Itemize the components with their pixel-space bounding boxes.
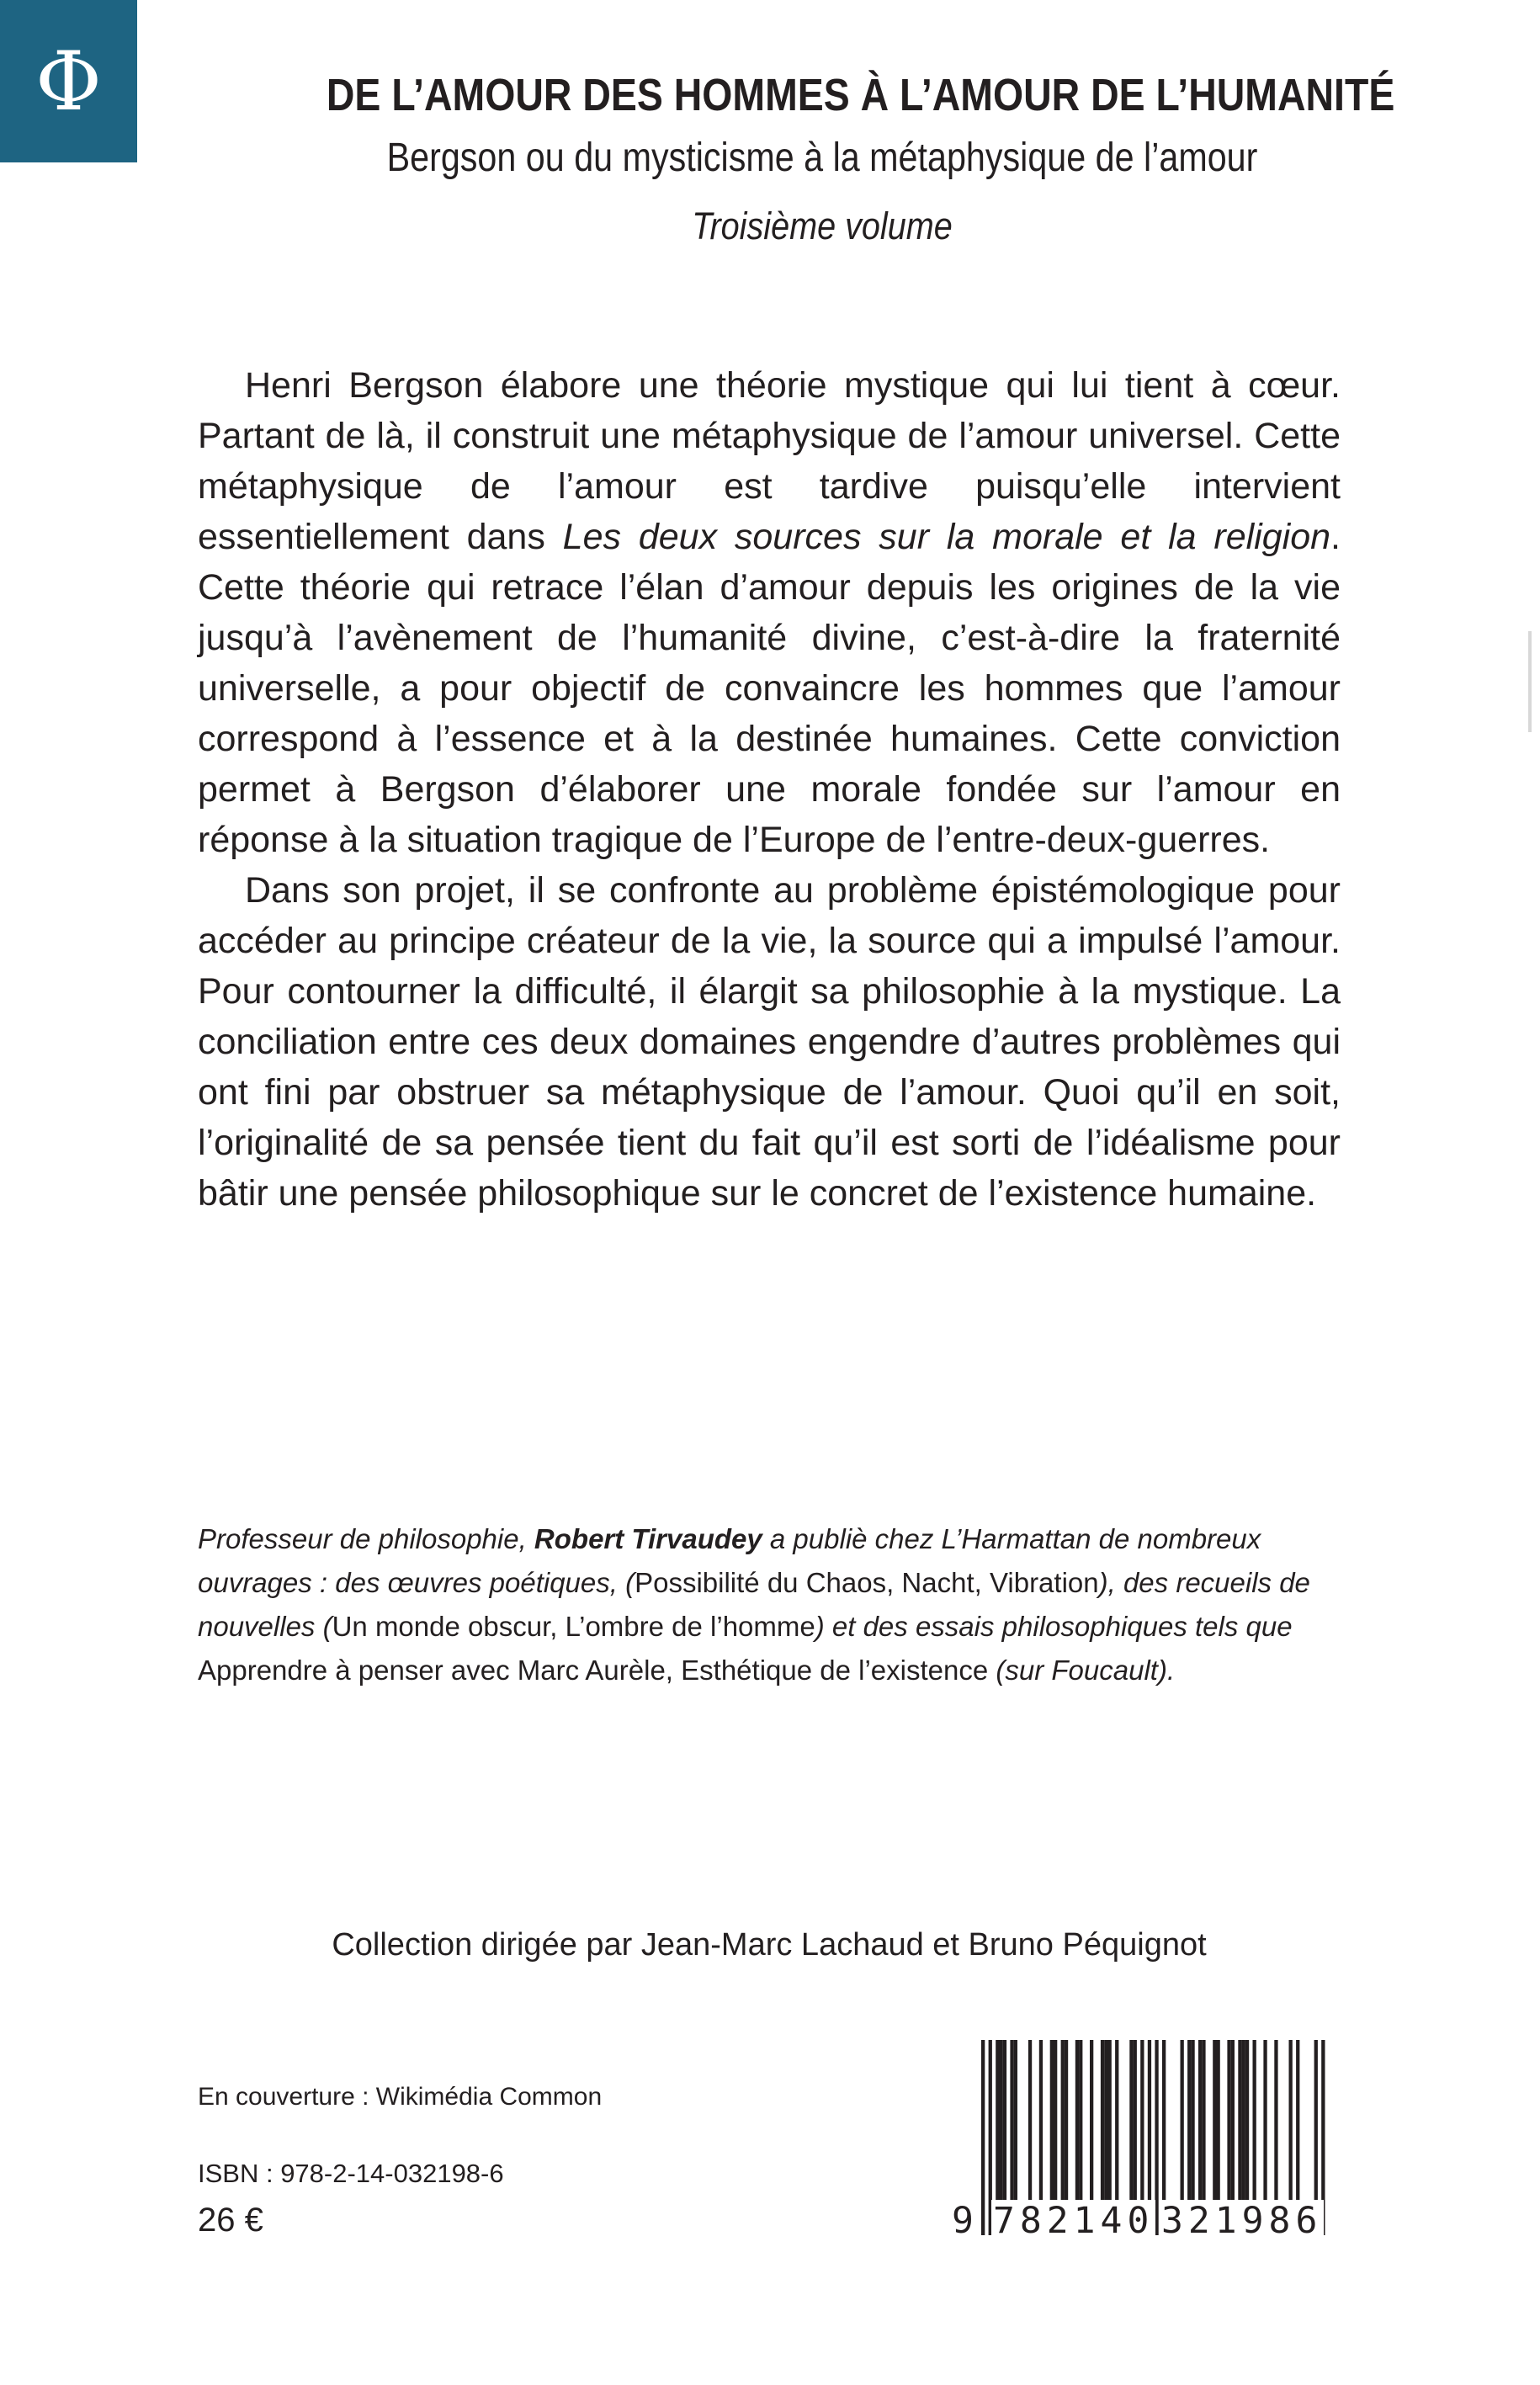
barcode-bar xyxy=(1039,2040,1043,2208)
barcode-group-1: 782140 xyxy=(993,2200,1155,2242)
barcode-bar xyxy=(1191,2040,1194,2208)
barcode-bar xyxy=(1231,2040,1235,2208)
barcode-bar xyxy=(1227,2040,1230,2208)
collection-credit: Collection dirigée par Jean-Marc Lachaud et Bruno Péquignot xyxy=(332,1927,1207,1963)
bio-text: ), des recueils de nouvelles ( xyxy=(198,1567,1310,1642)
barcode-bar xyxy=(1263,2040,1267,2208)
barcode-bar xyxy=(1054,2040,1057,2208)
bio-text: a publiè chez L’Harmattan de nombreux ouvrages : des œuvres poétiques, ( xyxy=(198,1523,1261,1598)
volume-label: Troisième volume xyxy=(692,205,953,247)
barcode xyxy=(948,2040,1343,2246)
barcode-bar xyxy=(1162,2040,1166,2208)
book-subtitle: Bergson ou du mysticisme à la métaphysique de l’amour xyxy=(386,135,1258,180)
barcode-bar xyxy=(1010,2040,1013,2208)
barcode-bar xyxy=(1003,2040,1006,2208)
barcode-bar xyxy=(1108,2040,1112,2208)
barcode-bar xyxy=(1238,2040,1241,2208)
barcode-bar xyxy=(1028,2040,1032,2208)
barcode-bar xyxy=(1198,2040,1202,2208)
barcode-bar xyxy=(1245,2040,1249,2208)
barcode-bar xyxy=(1104,2040,1107,2208)
barcode-bar xyxy=(1217,2040,1220,2208)
price: 26 € xyxy=(198,2202,263,2239)
barcode-bar xyxy=(1202,2040,1205,2208)
publisher-logo xyxy=(0,0,137,162)
barcode-first-digit: 9 xyxy=(952,2200,979,2242)
barcode-bar xyxy=(1289,2040,1293,2208)
barcode-bar xyxy=(1115,2040,1118,2208)
barcode-bar xyxy=(1134,2040,1137,2208)
bio-work-titles: Apprendre à penser avec Marc Aurèle, Esthétique de l’existence xyxy=(198,1655,989,1686)
barcode-bar xyxy=(1061,2040,1065,2208)
barcode-bar xyxy=(1065,2040,1068,2208)
barcode-bar xyxy=(1296,2040,1299,2208)
bio-text: ) et des essais philosophiques tels que xyxy=(815,1611,1293,1642)
summary-text: Henri Bergson élabore une théorie mystique qui lui tient à cœur. Partant de là, il construit une métaphysique de l’amour universel. Cette métaphysique de l’amour est tardive puisqu’elle intervient essentiellement dans xyxy=(198,365,1341,557)
barcode-bar xyxy=(1213,2040,1216,2208)
barcode-bar xyxy=(1090,2040,1093,2208)
barcode-bar xyxy=(1014,2040,1017,2208)
barcode-group-2: 321986 xyxy=(1161,2200,1323,2242)
bio-text: (sur Foucault). xyxy=(988,1655,1176,1686)
barcode-bar xyxy=(1000,2040,1003,2208)
bio-text: Professeur de philosophie, xyxy=(198,1523,534,1554)
summary-text: . Cette théorie qui retrace l’élan d’amour depuis les origines de la vie jusqu’à l’avènement de l’humanité divine, c’est-à-dire la fraternité universelle, a pour objectif de convaincre les hommes que l’amour correspond à l’essence et à la destinée humaines. Cette conviction permet à Bergson d’élaborer une morale fondée sur l’amour en réponse à la situation tragique de l’Europe de l’entre-deux-guerres. xyxy=(198,517,1341,860)
barcode-bar xyxy=(1075,2040,1079,2208)
barcode-bar xyxy=(1181,2040,1184,2208)
bio-work-titles: Possibilité du Chaos, Nacht, Vibration xyxy=(635,1567,1099,1598)
barcode-bar xyxy=(1101,2040,1104,2208)
bio-work-titles: Un monde obscur, L’ombre de l’homme xyxy=(332,1611,815,1642)
book-title: DE L’AMOUR DES HOMMES À L’AMOUR DE L’HUMANITÉ xyxy=(326,70,1395,120)
author-name: Robert Tirvaudey xyxy=(534,1523,762,1554)
barcode-bar xyxy=(1242,2040,1245,2208)
barcode-bar xyxy=(1079,2040,1082,2208)
barcode-bar xyxy=(1274,2040,1277,2208)
barcode-bar xyxy=(1050,2040,1054,2208)
barcode-bar xyxy=(1129,2040,1133,2208)
isbn: ISBN : 978-2-14-032198-6 xyxy=(198,2159,504,2188)
author-bio xyxy=(198,1517,1341,1692)
cited-work-title: Les deux sources sur la morale et la religion xyxy=(562,517,1331,557)
back-cover-summary xyxy=(198,360,1341,1219)
barcode-digits xyxy=(948,2200,1343,2247)
summary-paragraph-1 xyxy=(198,360,1341,865)
summary-paragraph-2: Dans son projet, il se confronte au problème épistémologique pour accéder au principe créateur de la vie, la source qui a impulsé l’amour. Pour contourner la difficulté, il élargit sa philosophie à la mystique. La conciliation entre ces deux domaines engendre d’autres problèmes qui ont fini par obstruer sa métaphysique de l’amour. Quoi qu’il en soit, l’originalité de sa pensée tient du fait qu’il est sorti de l’idéalisme pour bâtir une pensée philosophique sur le concret de l’existence humaine. xyxy=(198,870,1341,1214)
barcode-bar xyxy=(996,2040,999,2208)
barcode-bar xyxy=(1140,2040,1144,2208)
phi-logo-icon: Φ xyxy=(35,34,102,129)
edge-mark xyxy=(1528,631,1532,732)
cover-credit: En couverture : Wikimédia Common xyxy=(198,2083,603,2111)
barcode-bar xyxy=(1187,2040,1191,2208)
barcode-bar xyxy=(1253,2040,1256,2208)
